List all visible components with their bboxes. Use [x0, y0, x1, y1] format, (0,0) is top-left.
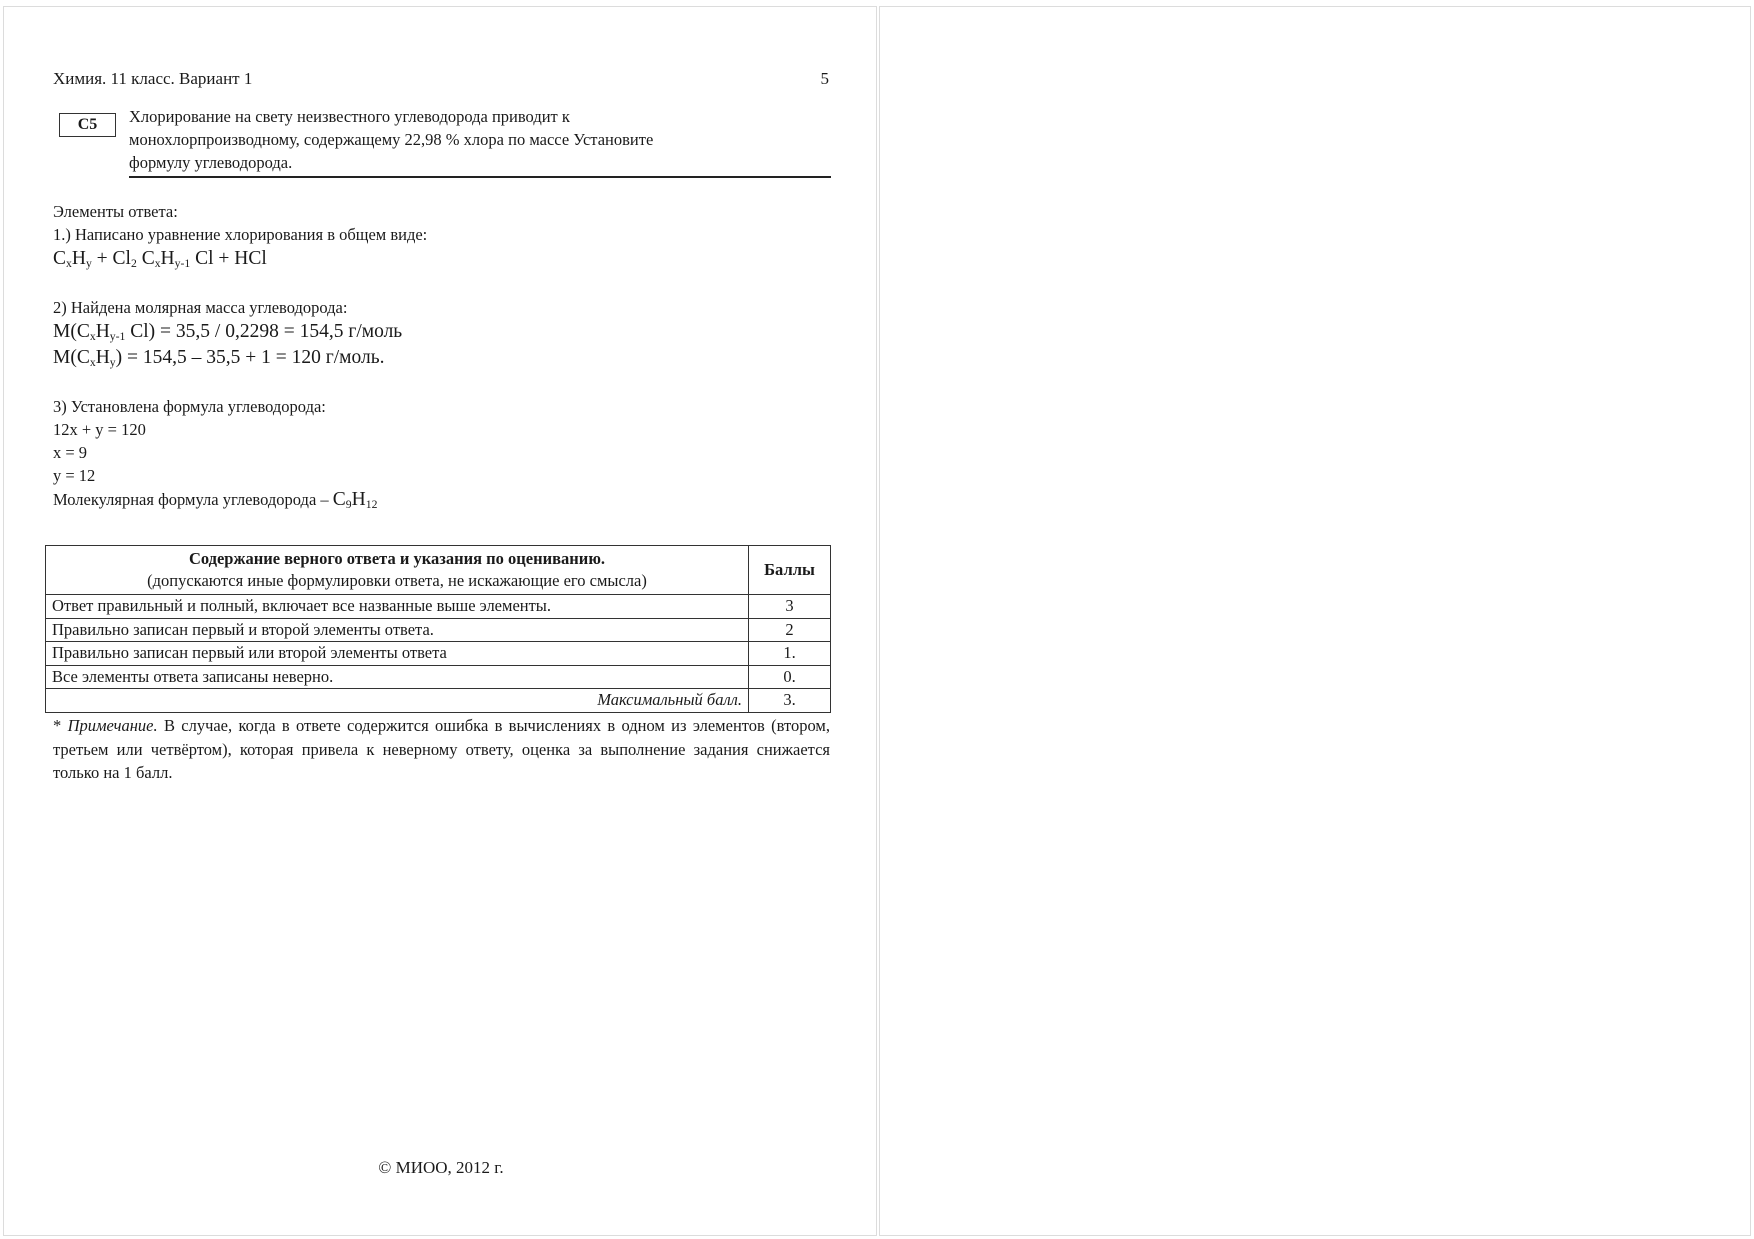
right-page-blank: [879, 6, 1751, 1236]
max-score-value: 3.: [749, 689, 831, 713]
note-label: Примечание.: [67, 716, 158, 735]
table-header-note: (допускаются иные формулировки ответа, не искажающие его смысла): [147, 571, 647, 590]
max-score-label: Максимальный балл.: [46, 689, 749, 713]
equation-line: x = 9: [53, 443, 88, 462]
task-statement-line: формулу углеводорода.: [129, 153, 293, 172]
table-row: [46, 618, 831, 642]
molar-mass-hydrocarbon: $M(C_xH_y) = 154,5 - 35,5 + 1 = 120$ г/моль.: [53, 347, 385, 369]
copyright-footer: © МИОО, 2012 г.: [378, 1158, 504, 1177]
table-header-score: Баллы: [749, 546, 831, 595]
task-statement-line: монохлорпроизводному, содержащему 22,98 % хлора по массе Установите: [129, 130, 654, 149]
table-row: [46, 642, 831, 666]
task-statement-line: Хлорирование на свету неизвестного углеводорода приводит к: [129, 107, 570, 126]
criterion-score: 1.: [749, 642, 831, 666]
table-header-content: [46, 546, 749, 595]
answer-elements: [53, 200, 829, 513]
criterion-score: 2: [749, 618, 831, 642]
step2-title: 2) Найдена молярная масса углеводорода:: [53, 298, 348, 317]
task-code-box: С5: [59, 113, 116, 137]
criterion-text: Ответ правильный и полный, включает все названные выше элементы.: [46, 595, 749, 619]
equation-line: y = 12: [53, 466, 96, 485]
grading-table: [45, 545, 831, 713]
grading-note: * Примечание. В случае, когда в ответе содержится ошибка в вычислениях в одном из элементов (втором, третьем или четвёртом), которая привела к неверному ответу, оценка за выполнение задания снижается только на 1 балл.: [53, 716, 830, 782]
criterion-text: Все элементы ответа записаны неверно.: [46, 665, 749, 689]
page-header: [53, 69, 829, 89]
answer-heading: Элементы ответа:: [53, 202, 178, 221]
page-title: Химия. 11 класс. Вариант 1: [53, 69, 253, 88]
max-score-row: [46, 689, 831, 713]
criterion-text: Правильно записан первый и второй элементы ответа.: [46, 618, 749, 642]
note-text: В случае, когда в ответе содержится ошибка в вычислениях в одном из элементов (втором, третьем или четвёртом), которая привела к неверному ответу, оценка за выполнение задания снижается только на 1 балл.: [53, 716, 830, 782]
criterion-score: 0.: [749, 665, 831, 689]
molar-mass-chloride: $M(C_xH_{y-1}$ Cl) = 35,5 / 0,2298 = 154,5 г/моль: [53, 321, 403, 343]
table-row: [46, 595, 831, 619]
molecular-formula-line: [53, 487, 829, 513]
page-number: 5: [820, 69, 829, 88]
left-page: [3, 6, 877, 1236]
task-statement: [129, 105, 831, 178]
equation-line: 12x + y = 120: [53, 420, 146, 439]
table-header-row: [46, 546, 831, 595]
table-row: [46, 665, 831, 689]
molecular-formula: $C_9H_{12}$: [332, 489, 378, 511]
criterion-score: 3: [749, 595, 831, 619]
step1-title: 1.) Написано уравнение хлорирования в общем виде:: [53, 225, 428, 244]
step3-title: 3) Установлена формула углеводорода:: [53, 397, 326, 416]
table-header-title: Содержание верного ответа и указания по оцениванию.: [188, 549, 606, 568]
criterion-text: Правильно записан первый или второй элементы ответа: [46, 642, 749, 666]
chlorination-equation: $C_xH_y + Cl_2$ $C_xH_{y-1}$ Cl + HCl: [53, 248, 267, 270]
formula-label: Молекулярная формула углеводорода –: [53, 490, 333, 509]
